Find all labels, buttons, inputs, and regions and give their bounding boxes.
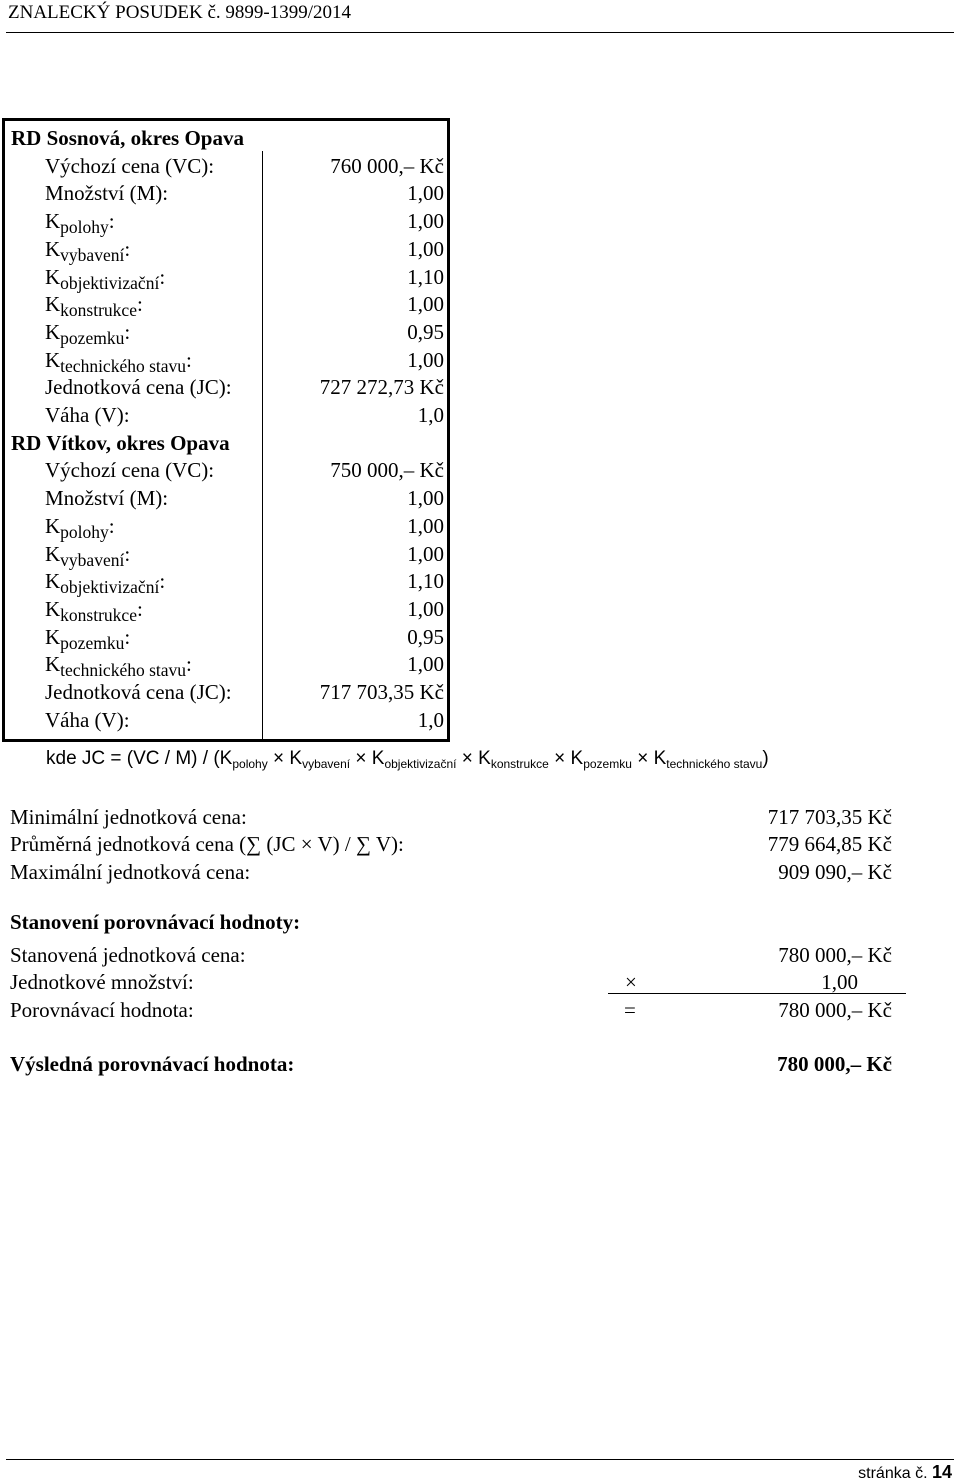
row-label: Jednotková cena (JC):	[45, 680, 232, 704]
table-row	[5, 401, 447, 429]
page-label: stránka č.	[858, 1465, 928, 1482]
coefficient-label: $K_{vybavení}$:	[45, 541, 131, 570]
comparison-value: 780 000,– Kč	[778, 998, 892, 1022]
table-row	[5, 595, 447, 626]
formula-suffix: )	[762, 748, 769, 769]
formula-times: ×	[355, 748, 367, 769]
row-label: Množství (M):	[45, 486, 169, 511]
avg-price-value: 779 664,85 Kč	[767, 832, 892, 856]
coefficient-sub: objektivizační	[60, 577, 160, 598]
coefficient-label: $K_{objektivizační}$:	[45, 264, 166, 293]
coefficient-label: $K_{objektivizační}$:	[45, 569, 166, 598]
table-row	[5, 207, 447, 238]
formula-sub: technického stavu	[666, 757, 763, 771]
coefficient-sub: konstrukce	[60, 605, 137, 626]
coefficient-sub: pozemku	[60, 632, 125, 653]
table-row	[5, 263, 447, 291]
coefficient-sub: vybavení	[60, 549, 125, 570]
table-row	[5, 512, 447, 540]
row-value: 1,00	[407, 292, 444, 317]
page-header: ZNALECKÝ POSUDEK č. 9899-1399/2014	[8, 2, 352, 23]
table-row	[5, 706, 447, 734]
coefficient-sub: vybavení	[60, 244, 125, 265]
row-value: 1,00	[407, 596, 444, 621]
formula-times: ×	[273, 748, 285, 769]
row-value: 1,00	[407, 486, 444, 511]
row-value: 760 000,– Kč	[330, 153, 444, 178]
max-price-label: Maximální jednotková cena:	[10, 860, 251, 884]
row-value: 1,10	[407, 264, 444, 289]
formula-times: ×	[637, 748, 649, 769]
table-row	[5, 373, 447, 401]
table-row	[5, 290, 447, 321]
coefficient-sub: objektivizační	[60, 272, 160, 293]
row-value: 750 000,– Kč	[330, 458, 444, 483]
section-title	[5, 429, 447, 457]
formula-sub: vybavení	[302, 757, 351, 771]
page-number: 14	[931, 1462, 952, 1482]
sum-rule	[608, 993, 906, 994]
coefficient-sub: pozemku	[60, 328, 125, 349]
table-row	[5, 235, 447, 263]
table-row	[5, 678, 447, 706]
row-value: 1,00	[407, 541, 444, 566]
row-value: 1,0	[417, 707, 444, 732]
row-value: 1,00	[407, 652, 444, 677]
table-row	[5, 456, 447, 484]
formula-sub: polohy	[232, 757, 268, 771]
formula-times: ×	[461, 748, 473, 769]
table-row	[5, 152, 447, 180]
coefficient-label: $K_{pozemku}$:	[45, 624, 131, 653]
coefficient-label: $K_{pozemku}$:	[45, 319, 131, 349]
coefficient-sub: technického stavu	[60, 660, 187, 681]
multiply-sign: ×	[625, 970, 637, 994]
coefficient-sub: technického stavu	[60, 355, 187, 376]
row-value: 1,00	[407, 347, 444, 372]
row-value: 1,10	[407, 569, 444, 594]
row-value: 727 272,73 Kč	[319, 375, 444, 400]
row-value: 1,00	[407, 236, 444, 261]
coefficient-sub: polohy	[60, 521, 109, 542]
comparison-value-label: Porovnávací hodnota:	[10, 998, 194, 1022]
section-title-text: RD Vítkov, okres Opava	[11, 430, 230, 455]
table-row	[5, 623, 447, 651]
formula-sub: objektivizační	[384, 757, 457, 771]
equals-sign: =	[624, 998, 636, 1022]
formula-line: kde JC = $(VC / M) / (K_{polohy} \times K_{vybavení} \times K_{objektivizační} \times K_{konstrukce} \times K_{pozemku} \times K_{technického stavu})$	[46, 748, 769, 771]
coefficient-label: $K_{technického stavu}$:	[45, 347, 192, 376]
table-row	[5, 540, 447, 568]
formula-times: ×	[554, 748, 566, 769]
row-value: 717 703,35 Kč	[319, 680, 444, 704]
max-price-value: 909 090,– Kč	[778, 860, 892, 884]
table-row	[5, 650, 447, 681]
row-value: 0,95	[407, 624, 444, 649]
formula-sub: konstrukce	[490, 757, 549, 771]
min-price-value: 717 703,35 Kč	[767, 805, 892, 829]
unit-price-value: 780 000,– Kč	[778, 943, 892, 967]
coefficient-label: $K_{polohy}$:	[45, 513, 115, 542]
unit-price-label: Stanovená jednotková cena:	[10, 943, 246, 967]
section-title-text: RD Sosnová, okres Opava	[11, 126, 244, 150]
coefficient-label: $K_{konstrukce}$:	[45, 596, 143, 626]
formula-sub: pozemku	[583, 757, 632, 771]
row-value: 1,00	[407, 209, 444, 234]
formula-prefix: kde JC = (VC / M) / (K	[46, 748, 233, 769]
min-price-label: Minimální jednotková cena:	[10, 805, 247, 829]
row-label: Výchozí cena (VC):	[45, 153, 215, 178]
table-row	[5, 318, 447, 349]
row-value: 1,0	[417, 403, 444, 427]
table-row	[5, 346, 447, 374]
coefficient-label: $K_{konstrukce}$:	[45, 292, 143, 321]
result-label: Výsledná porovnávací hodnota:	[10, 1052, 295, 1076]
avg-price-label: Průměrná jednotková cena (∑ (JC × V) / ∑ V):	[10, 832, 404, 856]
coefficient-label: $K_{technického stavu}$:	[45, 652, 192, 681]
footer-divider	[6, 1459, 954, 1460]
table-row	[5, 179, 447, 207]
row-label: Výchozí cena (VC):	[45, 458, 215, 483]
header-divider	[6, 32, 954, 33]
comparison-table	[2, 118, 450, 742]
row-value: 1,00	[407, 513, 444, 538]
result-value: 780 000,– Kč	[777, 1052, 892, 1076]
table-row	[5, 567, 447, 598]
quantity-label: Jednotkové množství:	[10, 970, 194, 994]
quantity-value: 1,00	[821, 970, 858, 994]
coefficient-sub: konstrukce	[60, 300, 137, 321]
row-label: Váha (V):	[45, 403, 130, 427]
row-value: 0,95	[407, 319, 444, 344]
page-footer	[858, 1462, 952, 1483]
determination-heading: Stanovení porovnávací hodnoty:	[10, 910, 301, 934]
table-row	[5, 484, 447, 512]
row-label: Váha (V):	[45, 707, 130, 732]
row-label: Jednotková cena (JC):	[45, 375, 232, 400]
section-title	[5, 124, 447, 152]
coefficient-sub: polohy	[60, 217, 109, 238]
coefficient-label: $K_{vybavení}$:	[45, 236, 131, 265]
row-value: 1,00	[407, 181, 444, 206]
row-label: Množství (M):	[45, 181, 169, 206]
coefficient-label: $K_{polohy}$:	[45, 209, 115, 238]
